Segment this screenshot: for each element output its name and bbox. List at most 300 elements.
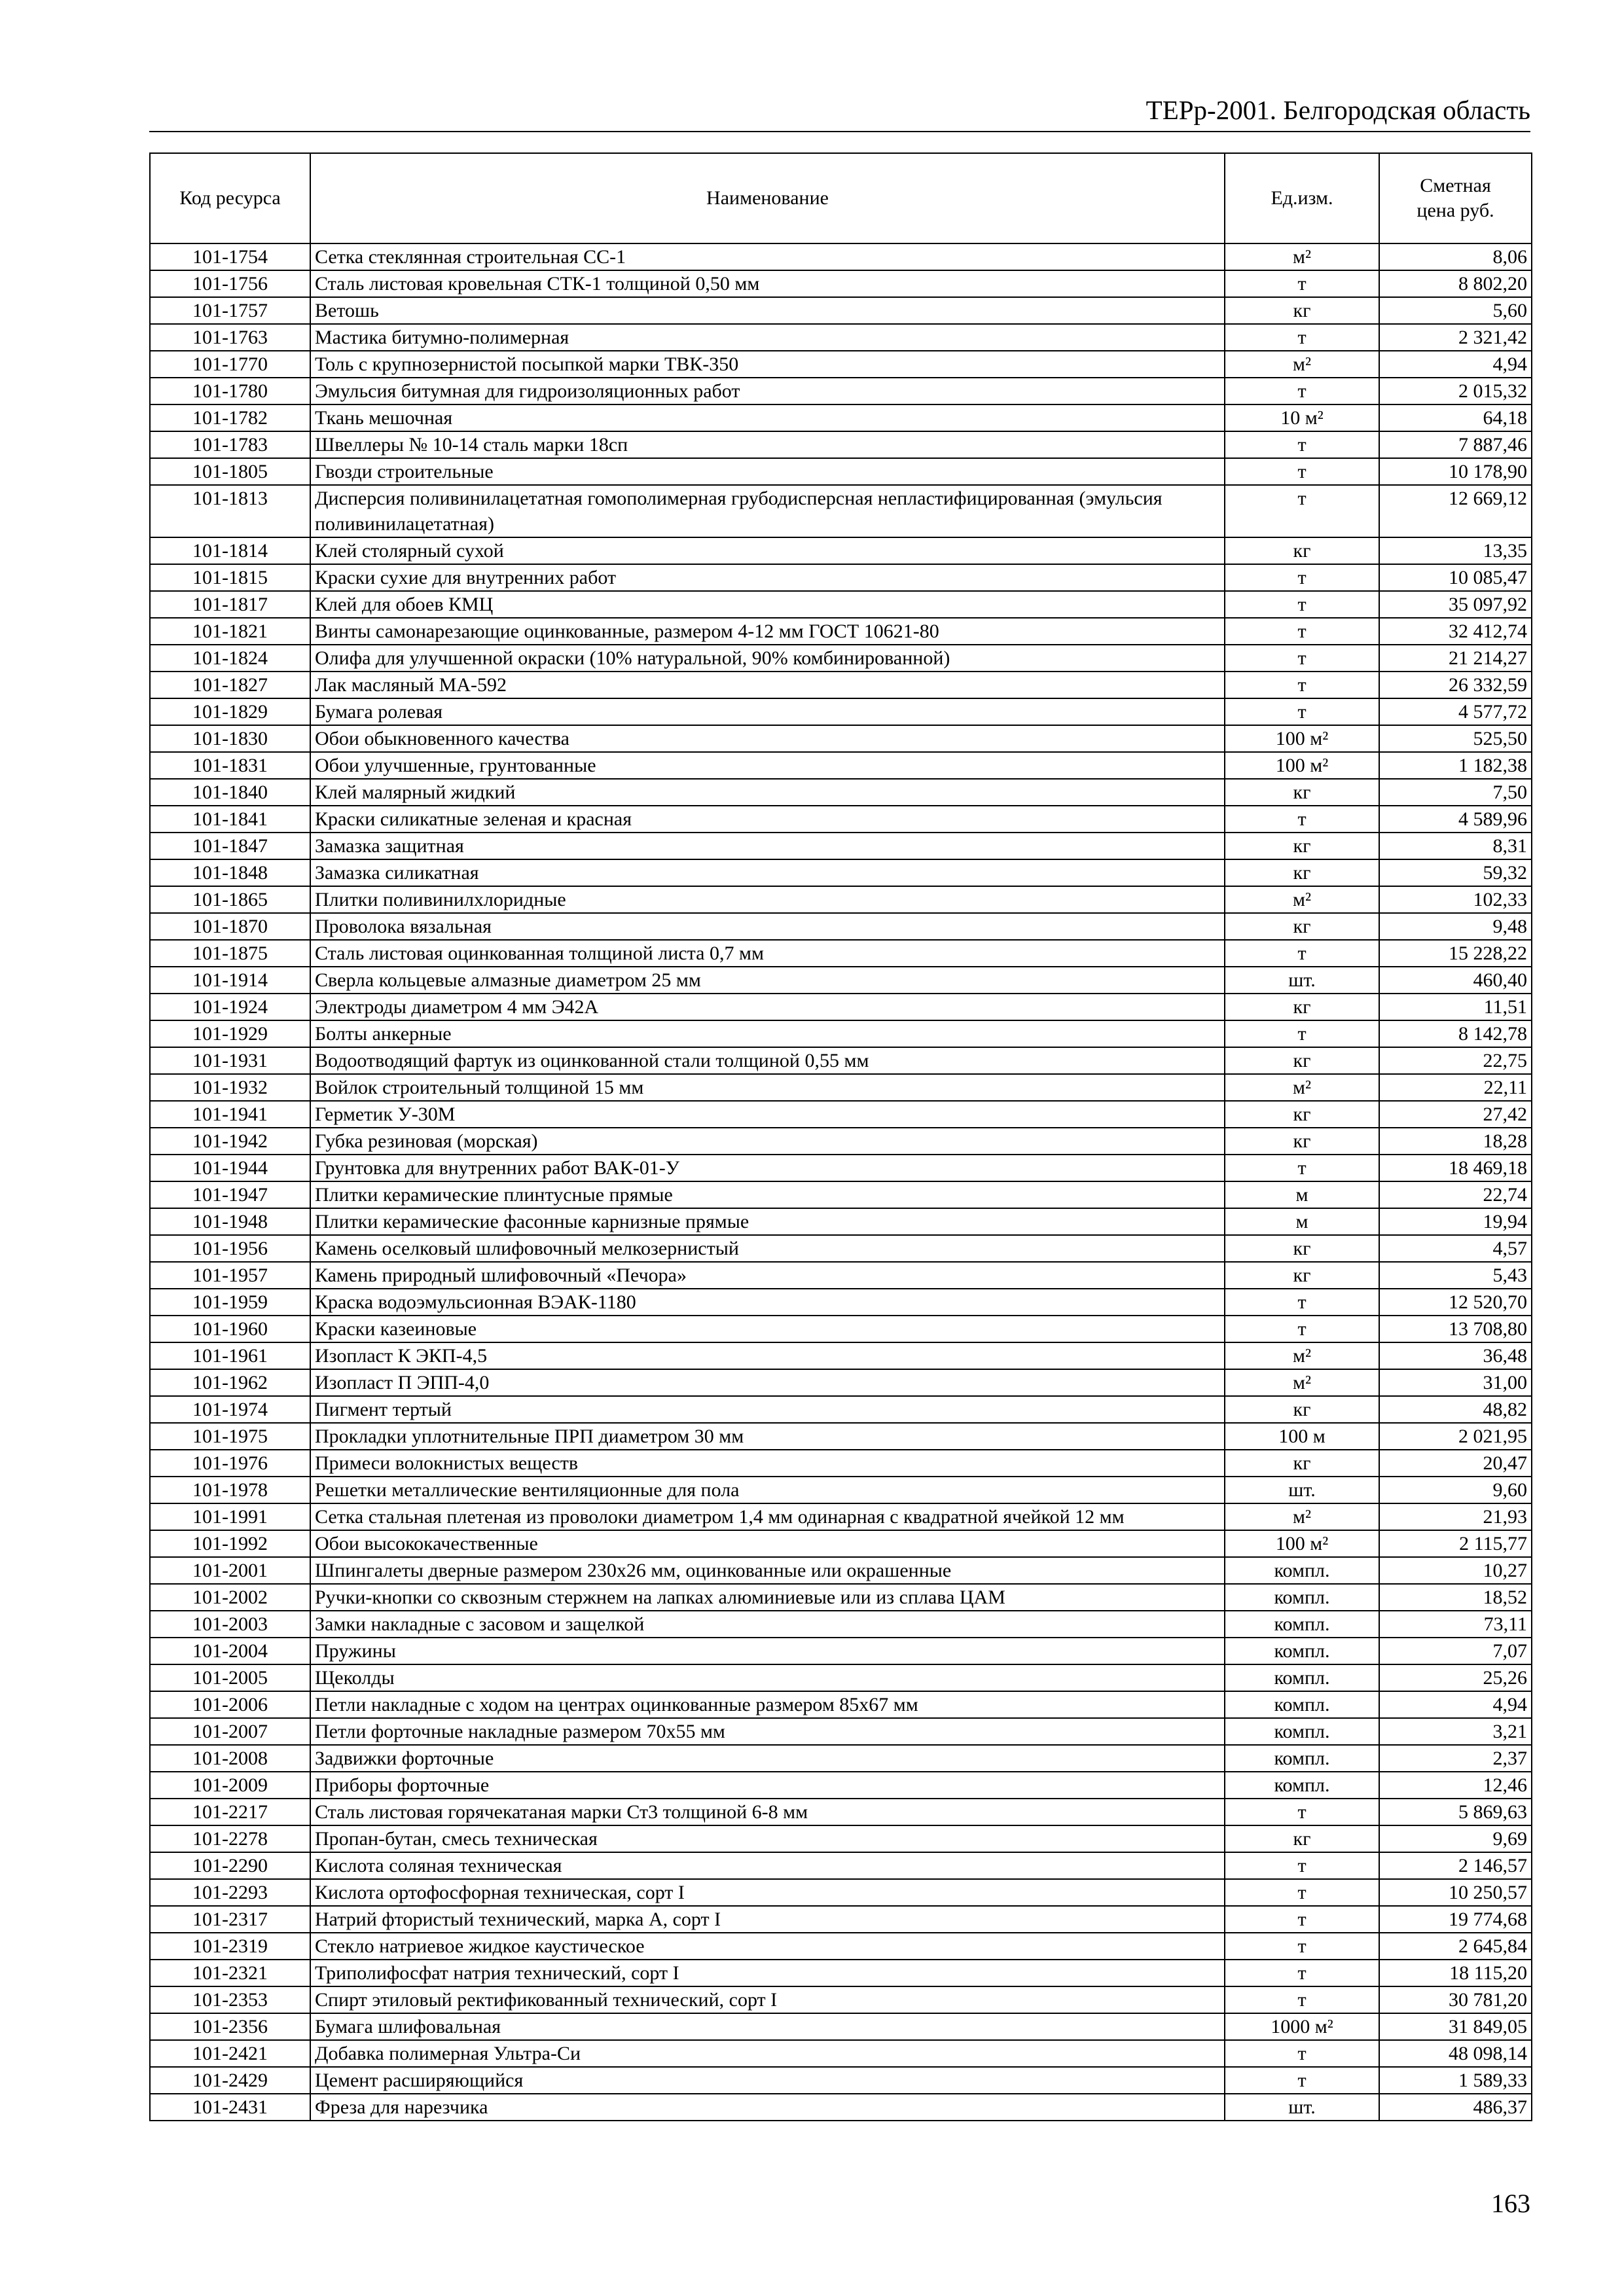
cell-price: 12 669,12 (1379, 485, 1532, 537)
cell-name: Сверла кольцевые алмазные диаметром 25 мм (310, 967, 1225, 994)
cell-price: 21,93 (1379, 1503, 1532, 1530)
cell-price: 22,11 (1379, 1074, 1532, 1101)
cell-code: 101-1821 (150, 618, 310, 645)
page-number: 163 (1491, 2189, 1530, 2218)
cell-unit: кг (1225, 1235, 1379, 1262)
cell-code: 101-1841 (150, 806, 310, 833)
cell-name: Бумага шлифовальная (310, 2013, 1225, 2040)
cell-price: 2 321,42 (1379, 324, 1532, 351)
cell-unit: кг (1225, 1262, 1379, 1289)
cell-name: Замазка защитная (310, 833, 1225, 859)
cell-price: 12 520,70 (1379, 1289, 1532, 1316)
column-header-unit: Ед.изм. (1225, 153, 1379, 243)
resource-price-table (149, 152, 1532, 2121)
cell-price: 2 021,95 (1379, 1423, 1532, 1450)
cell-unit: шт. (1225, 1477, 1379, 1503)
cell-price: 2 015,32 (1379, 378, 1532, 404)
cell-name: Дисперсия поливинилацетатная гомополимерная грубодисперсная непластифицированная (эмульсия поливинилацетатная) (310, 485, 1225, 537)
cell-unit: м (1225, 1181, 1379, 1208)
cell-unit: т (1225, 1906, 1379, 1933)
table-row (150, 1289, 1532, 1316)
table-row (150, 859, 1532, 886)
table-row (150, 1852, 1532, 1879)
table-row (150, 1530, 1532, 1557)
table-row (150, 645, 1532, 672)
cell-price: 4 589,96 (1379, 806, 1532, 833)
table-row (150, 1933, 1532, 1960)
table-row (150, 779, 1532, 806)
cell-price: 525,50 (1379, 725, 1532, 752)
cell-name: Краска водоэмульсионная ВЭАК-1180 (310, 1289, 1225, 1316)
cell-price: 31 849,05 (1379, 2013, 1532, 2040)
cell-code: 101-1931 (150, 1047, 310, 1074)
document-title: ТЕРр-2001. Белгородская область (1146, 95, 1530, 125)
cell-code: 101-1782 (150, 404, 310, 431)
cell-name: Проволока вязальная (310, 913, 1225, 940)
cell-name: Сталь листовая горячекатаная марки Ст3 толщиной 6-8 мм (310, 1799, 1225, 1825)
cell-unit: кг (1225, 1128, 1379, 1155)
cell-code: 101-1957 (150, 1262, 310, 1289)
table-row (150, 940, 1532, 967)
cell-unit: т (1225, 940, 1379, 967)
cell-unit: кг (1225, 859, 1379, 886)
cell-code: 101-1976 (150, 1450, 310, 1477)
cell-name: Пропан-бутан, смесь техническая (310, 1825, 1225, 1852)
cell-unit: 10 м² (1225, 404, 1379, 431)
table-row (150, 1718, 1532, 1745)
cell-name: Краски силикатные зеленая и красная (310, 806, 1225, 833)
cell-name: Электроды диаметром 4 мм Э42А (310, 994, 1225, 1020)
cell-unit: т (1225, 1316, 1379, 1342)
table-row (150, 458, 1532, 485)
table-row (150, 698, 1532, 725)
cell-code: 101-2356 (150, 2013, 310, 2040)
cell-code: 101-2003 (150, 1611, 310, 1638)
cell-price: 3,21 (1379, 1718, 1532, 1745)
table-row (150, 1960, 1532, 1986)
cell-unit: м² (1225, 1369, 1379, 1396)
cell-code: 101-1829 (150, 698, 310, 725)
cell-price: 11,51 (1379, 994, 1532, 1020)
cell-code: 101-1974 (150, 1396, 310, 1423)
cell-unit: шт. (1225, 967, 1379, 994)
cell-code: 101-1817 (150, 591, 310, 618)
cell-price: 7 887,46 (1379, 431, 1532, 458)
cell-code: 101-2321 (150, 1960, 310, 1986)
cell-code: 101-1959 (150, 1289, 310, 1316)
cell-name: Губка резиновая (морская) (310, 1128, 1225, 1155)
cell-name: Примеси волокнистых веществ (310, 1450, 1225, 1477)
cell-name: Клей для обоев КМЦ (310, 591, 1225, 618)
cell-name: Краски казеиновые (310, 1316, 1225, 1342)
cell-name: Цемент расширяющийся (310, 2067, 1225, 2094)
cell-name: Камень оселковый шлифовочный мелкозернистый (310, 1235, 1225, 1262)
cell-name: Войлок строительный толщиной 15 мм (310, 1074, 1225, 1101)
cell-name: Водоотводящий фартук из оцинкованной стали толщиной 0,55 мм (310, 1047, 1225, 1074)
table-row (150, 2013, 1532, 2040)
table-row (150, 1450, 1532, 1477)
cell-name: Триполифосфат натрия технический, сорт I (310, 1960, 1225, 1986)
cell-code: 101-2007 (150, 1718, 310, 1745)
cell-price: 48 098,14 (1379, 2040, 1532, 2067)
cell-code: 101-1847 (150, 833, 310, 859)
cell-name: Бумага ролевая (310, 698, 1225, 725)
cell-name: Шпингалеты дверные размером 230х26 мм, оцинкованные или окрашенные (310, 1557, 1225, 1584)
cell-price: 9,60 (1379, 1477, 1532, 1503)
cell-code: 101-1815 (150, 564, 310, 591)
cell-code: 101-2004 (150, 1638, 310, 1664)
table-row (150, 1906, 1532, 1933)
cell-name: Обои улучшенные, грунтованные (310, 752, 1225, 779)
table-row (150, 2040, 1532, 2067)
cell-unit: кг (1225, 779, 1379, 806)
table-row (150, 1262, 1532, 1289)
cell-price: 5,43 (1379, 1262, 1532, 1289)
cell-name: Кислота соляная техническая (310, 1852, 1225, 1879)
table-row (150, 1664, 1532, 1691)
table-row (150, 1879, 1532, 1906)
cell-code: 101-1956 (150, 1235, 310, 1262)
cell-unit: т (1225, 324, 1379, 351)
cell-unit: т (1225, 2067, 1379, 2094)
cell-price: 21 214,27 (1379, 645, 1532, 672)
cell-price: 48,82 (1379, 1396, 1532, 1423)
cell-price: 460,40 (1379, 967, 1532, 994)
cell-price: 9,48 (1379, 913, 1532, 940)
cell-unit: т (1225, 591, 1379, 618)
cell-unit: м² (1225, 886, 1379, 913)
table-row (150, 297, 1532, 324)
cell-price: 10 085,47 (1379, 564, 1532, 591)
cell-unit: т (1225, 1289, 1379, 1316)
cell-name: Приборы форточные (310, 1772, 1225, 1799)
cell-unit: компл. (1225, 1611, 1379, 1638)
table-row (150, 1208, 1532, 1235)
table-row (150, 1691, 1532, 1718)
cell-price: 15 228,22 (1379, 940, 1532, 967)
cell-unit: 100 м (1225, 1423, 1379, 1450)
cell-name: Плитки керамические фасонные карнизные прямые (310, 1208, 1225, 1235)
cell-price: 18,28 (1379, 1128, 1532, 1155)
table-row (150, 1423, 1532, 1450)
cell-code: 101-1830 (150, 725, 310, 752)
table-row (150, 243, 1532, 270)
cell-unit: м² (1225, 1342, 1379, 1369)
table-row (150, 1799, 1532, 1825)
table-row (150, 886, 1532, 913)
cell-name: Замки накладные с засовом и защелкой (310, 1611, 1225, 1638)
cell-code: 101-1942 (150, 1128, 310, 1155)
cell-price: 19 774,68 (1379, 1906, 1532, 1933)
table-row (150, 1825, 1532, 1852)
cell-unit: 100 м² (1225, 1530, 1379, 1557)
cell-code: 101-2006 (150, 1691, 310, 1718)
table-row (150, 1342, 1532, 1369)
cell-unit: т (1225, 1879, 1379, 1906)
cell-code: 101-1770 (150, 351, 310, 378)
cell-code: 101-1960 (150, 1316, 310, 1342)
cell-unit: м² (1225, 351, 1379, 378)
cell-unit: т (1225, 378, 1379, 404)
table-row (150, 1316, 1532, 1342)
table-row (150, 618, 1532, 645)
cell-price: 25,26 (1379, 1664, 1532, 1691)
cell-price: 32 412,74 (1379, 618, 1532, 645)
cell-price: 10,27 (1379, 1557, 1532, 1584)
table-row (150, 1396, 1532, 1423)
cell-price: 5 869,63 (1379, 1799, 1532, 1825)
cell-code: 101-2278 (150, 1825, 310, 1852)
cell-price: 7,50 (1379, 779, 1532, 806)
cell-code: 101-1992 (150, 1530, 310, 1557)
cell-unit: компл. (1225, 1584, 1379, 1611)
cell-price: 12,46 (1379, 1772, 1532, 1799)
cell-code: 101-1978 (150, 1477, 310, 1503)
cell-name: Сталь листовая кровельная СТК-1 толщиной 0,50 мм (310, 270, 1225, 297)
cell-code: 101-1827 (150, 672, 310, 698)
table-row (150, 672, 1532, 698)
cell-price: 7,07 (1379, 1638, 1532, 1664)
cell-price: 30 781,20 (1379, 1986, 1532, 2013)
table-row (150, 378, 1532, 404)
cell-code: 101-2005 (150, 1664, 310, 1691)
cell-code: 101-2317 (150, 1906, 310, 1933)
cell-code: 101-1757 (150, 297, 310, 324)
cell-name: Прокладки уплотнительные ПРП диаметром 30 мм (310, 1423, 1225, 1450)
cell-code: 101-1831 (150, 752, 310, 779)
cell-name: Клей столярный сухой (310, 537, 1225, 564)
cell-name: Герметик У-30М (310, 1101, 1225, 1128)
cell-unit: 100 м² (1225, 725, 1379, 752)
cell-name: Изопласт П ЭПП-4,0 (310, 1369, 1225, 1396)
cell-name: Петли форточные накладные размером 70х55 мм (310, 1718, 1225, 1745)
cell-unit: т (1225, 1986, 1379, 2013)
table-row (150, 913, 1532, 940)
cell-price: 102,33 (1379, 886, 1532, 913)
table-row (150, 1235, 1532, 1262)
cell-price: 8,06 (1379, 243, 1532, 270)
cell-code: 101-2353 (150, 1986, 310, 2013)
cell-code: 101-1929 (150, 1020, 310, 1047)
cell-price: 2,37 (1379, 1745, 1532, 1772)
cell-price: 8 142,78 (1379, 1020, 1532, 1047)
cell-code: 101-2217 (150, 1799, 310, 1825)
cell-code: 101-1947 (150, 1181, 310, 1208)
header-divider (149, 131, 1530, 132)
cell-code: 101-1814 (150, 537, 310, 564)
cell-price: 22,75 (1379, 1047, 1532, 1074)
cell-name: Ручки-кнопки со сквозным стержнем на лапках алюминиевые или из сплава ЦАМ (310, 1584, 1225, 1611)
cell-code: 101-1754 (150, 243, 310, 270)
cell-price: 64,18 (1379, 404, 1532, 431)
cell-price: 1 182,38 (1379, 752, 1532, 779)
cell-unit: компл. (1225, 1718, 1379, 1745)
cell-name: Спирт этиловый ректификованный технический, сорт I (310, 1986, 1225, 2013)
cell-name: Щеколды (310, 1664, 1225, 1691)
table-row (150, 1074, 1532, 1101)
cell-name: Пружины (310, 1638, 1225, 1664)
cell-code: 101-2001 (150, 1557, 310, 1584)
cell-price: 31,00 (1379, 1369, 1532, 1396)
cell-price: 35 097,92 (1379, 591, 1532, 618)
cell-price: 18 469,18 (1379, 1155, 1532, 1181)
cell-unit: м² (1225, 1074, 1379, 1101)
table-row (150, 1772, 1532, 1799)
cell-name: Обои обыкновенного качества (310, 725, 1225, 752)
cell-unit: т (1225, 1852, 1379, 1879)
cell-code: 101-1961 (150, 1342, 310, 1369)
table-row (150, 1584, 1532, 1611)
table-row (150, 1638, 1532, 1664)
table-row (150, 1503, 1532, 1530)
table-row (150, 806, 1532, 833)
table-row (150, 1128, 1532, 1155)
cell-name: Замазка силикатная (310, 859, 1225, 886)
cell-name: Лак масляный МА-592 (310, 672, 1225, 698)
cell-name: Пигмент тертый (310, 1396, 1225, 1423)
cell-unit: кг (1225, 913, 1379, 940)
cell-code: 101-1962 (150, 1369, 310, 1396)
cell-code: 101-1783 (150, 431, 310, 458)
cell-code: 101-2431 (150, 2094, 310, 2121)
cell-unit: компл. (1225, 1664, 1379, 1691)
cell-code: 101-2429 (150, 2067, 310, 2094)
table-row (150, 537, 1532, 564)
cell-price: 36,48 (1379, 1342, 1532, 1369)
cell-code: 101-1948 (150, 1208, 310, 1235)
cell-name: Кислота ортофосфорная техническая, сорт I (310, 1879, 1225, 1906)
cell-name: Олифа для улучшенной окраски (10% натуральной, 90% комбинированной) (310, 645, 1225, 672)
cell-unit: т (1225, 672, 1379, 698)
table-row (150, 324, 1532, 351)
cell-unit: кг (1225, 1396, 1379, 1423)
cell-unit: компл. (1225, 1772, 1379, 1799)
cell-code: 101-1848 (150, 859, 310, 886)
table-row (150, 752, 1532, 779)
cell-price: 19,94 (1379, 1208, 1532, 1235)
cell-price: 18 115,20 (1379, 1960, 1532, 1986)
cell-price: 10 178,90 (1379, 458, 1532, 485)
table-row (150, 1101, 1532, 1128)
table-row (150, 1477, 1532, 1503)
cell-unit: т (1225, 485, 1379, 537)
cell-code: 101-2290 (150, 1852, 310, 1879)
cell-name: Стекло натриевое жидкое каустическое (310, 1933, 1225, 1960)
cell-name: Плитки керамические плинтусные прямые (310, 1181, 1225, 1208)
cell-code: 101-2293 (150, 1879, 310, 1906)
cell-name: Эмульсия битумная для гидроизоляционных работ (310, 378, 1225, 404)
cell-code: 101-1865 (150, 886, 310, 913)
cell-name: Плитки поливинилхлоридные (310, 886, 1225, 913)
cell-price: 10 250,57 (1379, 1879, 1532, 1906)
cell-price: 22,74 (1379, 1181, 1532, 1208)
table-row (150, 431, 1532, 458)
cell-price: 18,52 (1379, 1584, 1532, 1611)
cell-price: 2 645,84 (1379, 1933, 1532, 1960)
cell-unit: т (1225, 1960, 1379, 1986)
table-row (150, 1611, 1532, 1638)
cell-unit: кг (1225, 833, 1379, 859)
cell-code: 101-1991 (150, 1503, 310, 1530)
cell-price: 73,11 (1379, 1611, 1532, 1638)
cell-price: 5,60 (1379, 297, 1532, 324)
cell-code: 101-2319 (150, 1933, 310, 1960)
cell-unit: т (1225, 431, 1379, 458)
cell-name: Сетка стальная плетеная из проволоки диаметром 1,4 мм одинарная с квадратной ячейкой 12 мм (310, 1503, 1225, 1530)
cell-code: 101-1944 (150, 1155, 310, 1181)
cell-name: Решетки металлические вентиляционные для пола (310, 1477, 1225, 1503)
cell-price: 4,94 (1379, 351, 1532, 378)
cell-unit: 1000 м² (1225, 2013, 1379, 2040)
table-row (150, 2067, 1532, 2094)
cell-price: 26 332,59 (1379, 672, 1532, 698)
cell-price: 20,47 (1379, 1450, 1532, 1477)
cell-name: Болты анкерные (310, 1020, 1225, 1047)
table-row (150, 833, 1532, 859)
cell-price: 13,35 (1379, 537, 1532, 564)
table-row (150, 2094, 1532, 2121)
table-row (150, 270, 1532, 297)
cell-unit: т (1225, 645, 1379, 672)
cell-price: 2 115,77 (1379, 1530, 1532, 1557)
cell-price: 13 708,80 (1379, 1316, 1532, 1342)
table-row (150, 1181, 1532, 1208)
cell-unit: м² (1225, 243, 1379, 270)
cell-unit: кг (1225, 1450, 1379, 1477)
cell-code: 101-1924 (150, 994, 310, 1020)
cell-unit: компл. (1225, 1638, 1379, 1664)
cell-name: Винты самонарезающие оцинкованные, размером 4-12 мм ГОСТ 10621-80 (310, 618, 1225, 645)
cell-price: 8 802,20 (1379, 270, 1532, 297)
cell-unit: компл. (1225, 1745, 1379, 1772)
cell-price: 2 146,57 (1379, 1852, 1532, 1879)
cell-code: 101-1756 (150, 270, 310, 297)
cell-name: Ткань мешочная (310, 404, 1225, 431)
cell-code: 101-1941 (150, 1101, 310, 1128)
cell-code: 101-2421 (150, 2040, 310, 2067)
cell-unit: компл. (1225, 1557, 1379, 1584)
cell-unit: кг (1225, 1101, 1379, 1128)
cell-name: Изопласт К ЭКП-4,5 (310, 1342, 1225, 1369)
cell-unit: м² (1225, 1503, 1379, 1530)
cell-name: Гвозди строительные (310, 458, 1225, 485)
cell-unit: т (1225, 806, 1379, 833)
cell-name: Добавка полимерная Ультра-Си (310, 2040, 1225, 2067)
cell-code: 101-1914 (150, 967, 310, 994)
cell-unit: т (1225, 618, 1379, 645)
table-row (150, 967, 1532, 994)
cell-code: 101-1875 (150, 940, 310, 967)
table-row (150, 591, 1532, 618)
cell-code: 101-1824 (150, 645, 310, 672)
cell-code: 101-2009 (150, 1772, 310, 1799)
cell-name: Натрий фтористый технический, марка А, сорт I (310, 1906, 1225, 1933)
cell-price: 4 577,72 (1379, 698, 1532, 725)
cell-unit: кг (1225, 297, 1379, 324)
table-row (150, 1557, 1532, 1584)
cell-unit: т (1225, 1799, 1379, 1825)
cell-unit: шт. (1225, 2094, 1379, 2121)
cell-code: 101-1975 (150, 1423, 310, 1450)
table-row (150, 1369, 1532, 1396)
cell-name: Толь с крупнозернистой посыпкой марки ТВК-350 (310, 351, 1225, 378)
table-row (150, 485, 1532, 537)
cell-code: 101-1813 (150, 485, 310, 537)
table-row (150, 564, 1532, 591)
cell-price: 4,94 (1379, 1691, 1532, 1718)
cell-price: 59,32 (1379, 859, 1532, 886)
cell-name: Петли накладные с ходом на центрах оцинкованные размером 85х67 мм (310, 1691, 1225, 1718)
